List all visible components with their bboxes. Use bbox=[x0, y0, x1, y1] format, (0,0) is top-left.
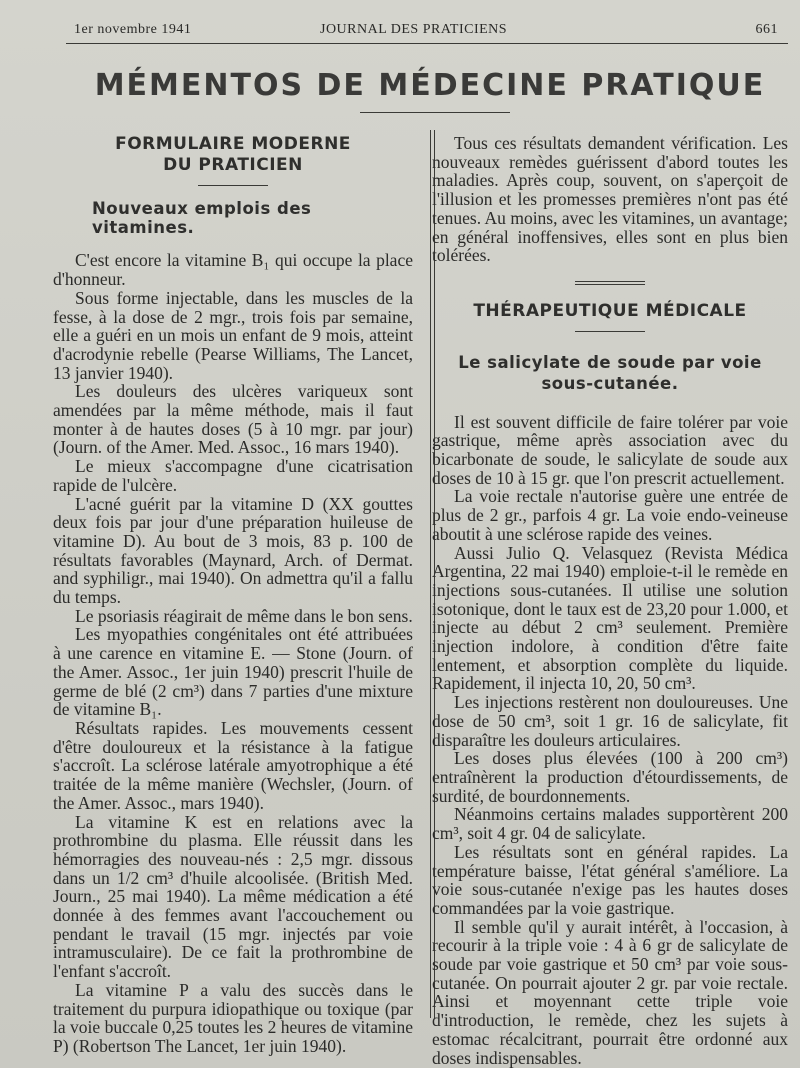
paragraph: Les douleurs des ulcères variqueux sont amendées par la même méthode, mais il faut monter à de hautes doses (5 à 10 mgr. par jour) (Journ. of the Amer. Med. Assoc., 16 mars 1940). bbox=[53, 381, 413, 458]
paragraph: Les doses plus élevées (100 à 200 cm³) entraînèrent la production d'étourdissements, de surdité, de bourdonnements. bbox=[432, 748, 788, 806]
section-title bbox=[53, 134, 413, 176]
paragraph: Résultats rapides. Les mouvements cessent d'être douloureux et la résistance à la fatigue s'accroît. La sclérose latérale amyotrophique a été traitée de la même manière (Wechsler, (Journ. of the Amer. Assoc., mars 1940). bbox=[53, 717, 413, 813]
article-subtitle: Le salicylate de soude par voie sous-cutanée. bbox=[458, 352, 762, 393]
section-rule bbox=[575, 331, 645, 332]
header-date: 1er novembre 1941 bbox=[74, 22, 192, 37]
column-separator bbox=[430, 130, 431, 1018]
paragraph: Le psoriasis réagirait de même dans le bon sens. bbox=[75, 605, 413, 626]
paragraph: Sous forme injectable, dans les muscles de la fesse, à la dose de 2 mgr., trois fois par semaine, elle a guéri en un mois un enfant de 9 mois, atteint d'acrodynie rebelle (Pearse Williams, The Lancet, 13 janvier 1940). bbox=[53, 287, 413, 383]
section-title-line: FORMULAIRE MODERNE bbox=[115, 134, 351, 154]
section-rule bbox=[575, 281, 645, 285]
paragraph: L'acné guérit par la vitamine D (XX gouttes deux fois par jour d'une préparation huileuse de vitamine D). Au bout de 3 mois, 83 p. 100 de résultats favorables (Maynard, Arch. of Dermat. and syphiligr., mai 1940). On admettra qu'il a fallu du temps. bbox=[53, 493, 413, 608]
paragraph: Il semble qu'il y aurait intérêt, à l'occasion, à recourir à la triple voie : 4 à 6 gr de salicylate de soude par voie gastrique et 50 cm³ par voie sous-cutanée. On pourrait ajouter 2 gr. par voie rectale. Ainsi et moyennant cette triple voie d'introduction, le remède, chez les sujets à estomac récalcitrant, pourrait être ordonné aux doses indispensables. bbox=[432, 916, 788, 1068]
paragraph: Le mieux s'accompagne d'une cicatrisation rapide de l'ulcère. bbox=[53, 456, 413, 495]
left-column bbox=[53, 134, 413, 1056]
paragraph: Tous ces résultats demandent vérification. Les nouveaux remèdes guérissent d'abord toutes les maladies. Après coup, souvent, on s'aperçoit de l'illusion et les promesses premières n'ont pas été tenues. Au moins, avec les vitamines, un avantage; en général inoffensives, elles sont en plus bien tolérées. bbox=[432, 133, 788, 266]
paragraph: Il est souvent difficile de faire tolérer par voie gastrique, même après association avec du bicarbonate de soude, le salicylate de soude aux doses de 10 à 15 gr. que l'on prescrit actuellement. bbox=[432, 411, 788, 488]
paragraph: Néanmoins certains malades supportèrent 200 cm³, soit 4 gr. 04 de salicylate. bbox=[432, 804, 788, 844]
header-rule bbox=[66, 43, 788, 44]
paragraph: Les résultats sont en général rapides. La température baisse, l'état général s'améliore. La voie sous-cutanée n'exige pas les hautes doses commandées par la voie gastrique. bbox=[432, 841, 788, 918]
title-rule bbox=[360, 112, 510, 113]
running-head bbox=[74, 22, 778, 40]
page-number: 661 bbox=[755, 22, 778, 37]
paragraph: C'est encore la vitamine B₁ qui occupe la place d'honneur. bbox=[53, 250, 413, 290]
section-rule bbox=[198, 185, 268, 186]
section-title: THÉRAPEUTIQUE MÉDICALE bbox=[473, 300, 747, 321]
paragraph: La voie rectale n'autorise guère une entrée de plus de 2 gr., parfois 4 gr. La voie endo-veineuse aboutit à une sclérose rapide des veines. bbox=[432, 486, 788, 544]
paragraph: Aussi Julio Q. Velasquez (Revista Médica Argentina, 22 mai 1940) emploie-t-il le remède en injections sous-cutanées. Il utilise une solution isotonique, dont le taux est de 23,20 pour 1.000, et injecte au début 2 cm³ seulement. Première injection indolore, à condition d'être faite lentement, et absorption complète du liquide. Rapidement, il injecta 10, 20, 50 cm³. bbox=[432, 542, 788, 694]
paragraph: La vitamine K est en relations avec la prothrombine du plasma. Elle réussit dans les hémorragies des nouveau-nés : 2,5 mgr. dissous dans un 1/2 cm³ d'huile alcoolisée. (British Med. Journ., 25 mai 1940). La même médication a été donnée à des femmes avant l'accouchement ou pendant le travail (15 mgr. injectés par voie intramusculaire). De ce fait la prothrombine de l'enfant s'accroît. bbox=[53, 811, 413, 982]
right-column bbox=[432, 134, 788, 1067]
paragraph: Les injections restèrent non douloureuses. Une dose de 50 cm³, soit 1 gr. 16 de salicylate, fit disparaître les douleurs articulaires. bbox=[432, 692, 788, 750]
paragraph: Les myopathies congénitales ont été attribuées à une carence en vitamine E. — Stone (Journ. of the Amer. Assoc., 1er juin 1940) prescrit l'huile de germe de blé (2 cm³) dans 7 parties d'une mixture de vitamine B₁. bbox=[53, 624, 413, 720]
page-title: MÉMENTOS DE MÉDECINE PRATIQUE bbox=[94, 68, 766, 103]
section-title-line: DU PRATICIEN bbox=[163, 155, 303, 175]
header-journal-name: JOURNAL DES PRATICIENS bbox=[320, 22, 508, 37]
article-subtitle: Nouveaux emplois des vitamines. bbox=[92, 199, 312, 237]
paragraph: La vitamine P a valu des succès dans le traitement du purpura idiopathique ou toxique (par la voie buccale 0,25 toutes les 2 heures de vitamine P) (Robertson The Lancet, 1er juin 1940). bbox=[53, 979, 413, 1056]
